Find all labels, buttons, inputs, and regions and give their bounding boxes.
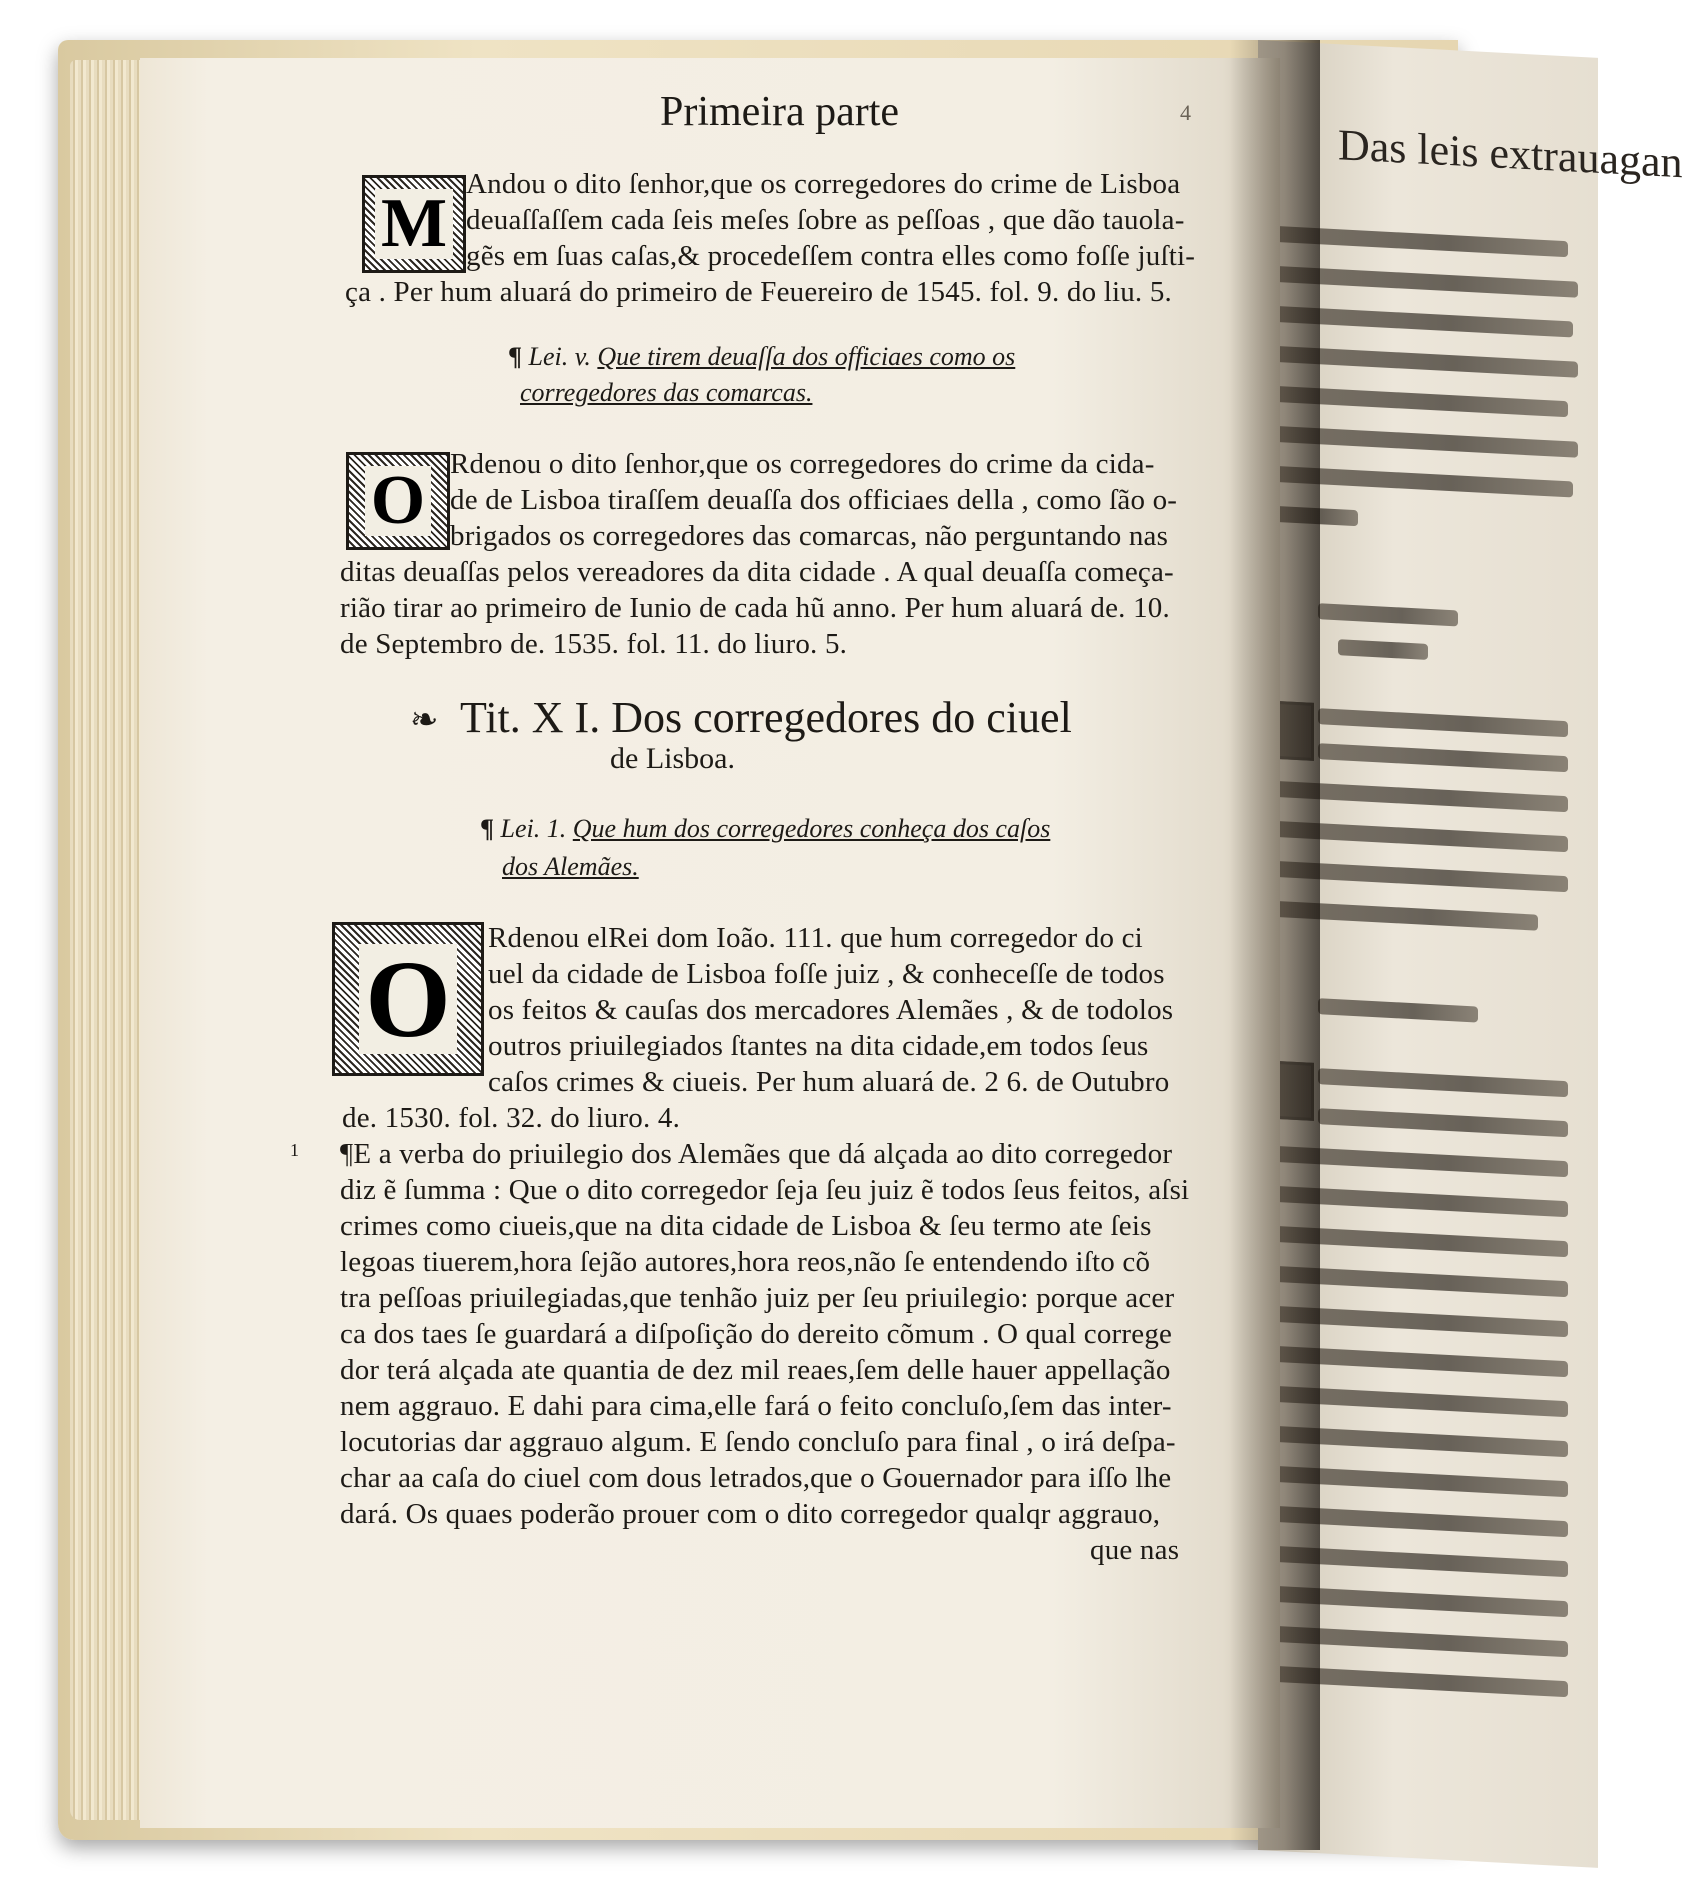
paragraph-line: de. 1530. fol. 32. do liuro. 4. xyxy=(342,1102,681,1134)
right-page-text-line xyxy=(1318,1068,1568,1097)
paragraph-line: crimes como ciueis,que na dita cidade de Lisboa & ſeu termo ate ſeis xyxy=(340,1210,1152,1242)
paragraph-line: deuaſſaſſem cada ſeis meſes ſobre as peſſoas , que dão tauola- xyxy=(466,204,1185,236)
paragraph-line: Rdenou elRei dom Ioão. 111. que hum corregedor do ci xyxy=(488,922,1143,954)
law-rubric-line: corregedores das comarcas. xyxy=(520,378,813,407)
paragraph-line: diz ẽ ſumma : Que o dito corregedor ſeja ſeu juiz ẽ todos ſeus feitos, aſsi xyxy=(340,1174,1190,1206)
paragraph-line: de de Lisboa tiraſſem deuaſſa dos officiaes della , como ſão o- xyxy=(450,484,1178,516)
decorated-initial-m: M xyxy=(362,175,466,273)
law-rubric-line: dos Alemães. xyxy=(502,852,639,881)
paragraph-line: brigados os corregedores das comarcas, não perguntando nas xyxy=(450,520,1169,552)
fleuron-ornament: ❧ xyxy=(410,702,439,739)
margin-number: 1 xyxy=(290,1140,299,1160)
paragraph-line: outros priuilegiados ſtantes na dita cidade,em todos ſeus xyxy=(488,1030,1149,1062)
decorated-initial-o: O xyxy=(346,452,450,550)
right-page-rubric-line xyxy=(1318,603,1458,626)
right-page-text-line xyxy=(1318,708,1568,737)
page-block-edges xyxy=(70,60,150,1820)
right-page-rubric-line xyxy=(1318,998,1478,1022)
right-page-running-head: Das leis extrauagan xyxy=(1338,120,1683,188)
paragraph-line: de Septembro de. 1535. fol. 11. do liuro. 5. xyxy=(340,628,848,660)
paragraph-line: caſos crimes & ciueis. Per hum aluará de. 2 6. de Outubro xyxy=(488,1066,1170,1098)
paragraph-line: tra peſſoas priuilegiadas,que tenhão juiz per ſeu priuilegio: porque acer xyxy=(340,1282,1175,1314)
paragraph-line: nem aggrauo. E dahi para cima,elle fará o feito concluſo,ſem das inter- xyxy=(340,1390,1172,1422)
paragraph-line: rião tirar ao primeiro de Iunio de cada hũ anno. Per hum aluará de. 10. xyxy=(340,592,1170,624)
law-rubric: ¶ Lei. 1. Que hum dos corregedores conheça dos caſos xyxy=(480,814,1051,843)
paragraph-line: legoas tiuerem,hora ſejão autores,hora reos,não ſe entendendo iſto cõ xyxy=(340,1246,1151,1278)
paragraph-line: uel da cidade de Lisboa foſſe juiz , & conheceſſe de todos xyxy=(488,958,1165,990)
paragraph-line: Rdenou o dito ſenhor,que os corregedores do crime da cida- xyxy=(450,448,1155,480)
right-page-text-line xyxy=(1318,743,1568,772)
paragraph-line: ça . Per hum aluará do primeiro de Feuereiro de 1545. fol. 9. do liu. 5. xyxy=(345,276,1172,308)
section-title: Tit. X I. Dos corregedores do ciuel xyxy=(460,693,1072,742)
paragraph-line: ditas deuaſſas pelos vereadores da dita cidade . A qual deuaſſa começa- xyxy=(340,556,1174,588)
paragraph-line: dará. Os quaes poderão prouer com o dito corregedor qualqr aggrauo, xyxy=(340,1498,1161,1530)
law-rubric: ¶ Lei. v. Que tirem deuaſſa dos officiaes como os xyxy=(508,342,1016,371)
paragraph-line: os feitos & cauſas dos mercadores Alemães , & de todolos xyxy=(488,994,1174,1026)
paragraph-line: Andou o dito ſenhor,que os corregedores do crime de Lisboa xyxy=(466,168,1181,200)
paragraph-line: ca dos taes ſe guardará a diſpoſição do dereito cõmum . O qual correge xyxy=(340,1318,1173,1350)
paragraph-line: dor terá alçada ate quantia de dez mil reaes,ſem delle hauer appellação xyxy=(340,1354,1171,1386)
paragraph-line: locutorias dar aggrauo algum. E ſendo concluſo para final , o irá deſpa- xyxy=(340,1426,1176,1458)
right-page-text-line xyxy=(1318,1108,1568,1137)
paragraph-line: ¶E a verba do priuilegio dos Alemães que dá alçada ao dito corregedor xyxy=(340,1138,1173,1170)
gutter-shadow xyxy=(1230,40,1320,1850)
paragraph-line: char aa caſa do ciuel com dous letrados,que o Gouernador para iſſo lhe xyxy=(340,1462,1172,1494)
section-title-line2: de Lisboa. xyxy=(610,742,735,775)
paragraph-line: gẽs em ſuas caſas,& procedeſſem contra elles como foſſe juſti- xyxy=(466,240,1196,272)
right-page-rubric-line xyxy=(1338,639,1428,660)
catchword: que nas xyxy=(1090,1534,1180,1566)
running-head: Primeira parte xyxy=(660,89,900,135)
folio-number: 4 xyxy=(1180,100,1191,125)
decorated-initial-o: O xyxy=(332,922,484,1076)
